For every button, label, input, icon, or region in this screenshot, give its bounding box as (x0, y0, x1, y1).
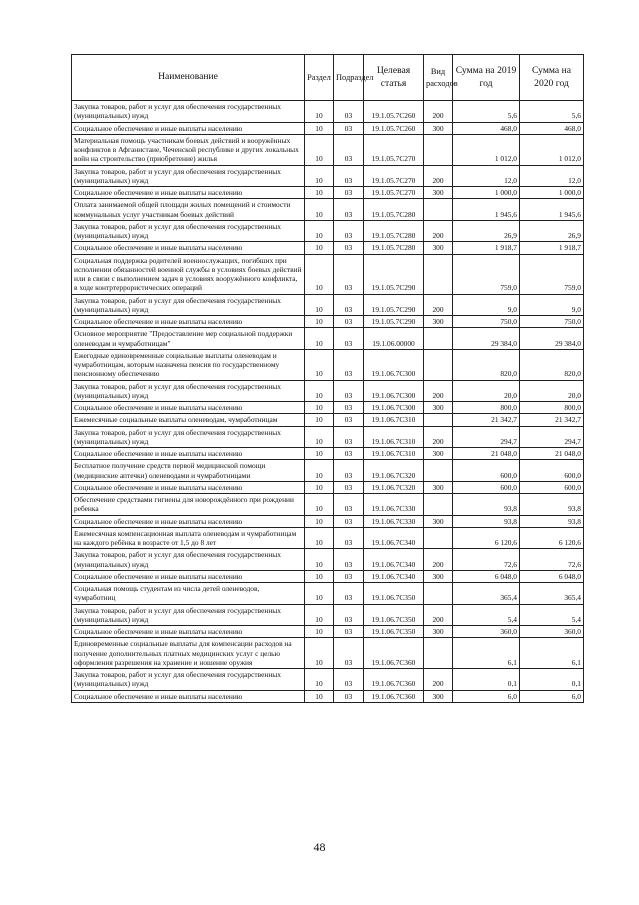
table-row (72, 254, 584, 294)
row-name: Ежегодные единовременные социальные выплаты оленеводам и чумработницам, которым назначена пенсия по государственному пенсионному обеспечению (72, 349, 305, 380)
row-section: 10 (305, 187, 334, 199)
row-section: 10 (305, 426, 334, 448)
table-header (72, 55, 584, 101)
table-row (72, 638, 584, 669)
table-row (72, 165, 584, 187)
row-sum-2020: 21 342,7 (520, 414, 584, 426)
row-section: 10 (305, 122, 334, 134)
row-subsection: 03 (334, 328, 364, 350)
row-expense-type (424, 583, 453, 605)
table-body (72, 101, 584, 703)
row-subsection: 03 (334, 316, 364, 328)
row-sum-2019: 9,0 (453, 294, 520, 316)
row-expense-type: 200 (424, 426, 453, 448)
header-subsection: Подраздел (334, 55, 364, 101)
row-name: Социальное обеспечение и иные выплаты населению (72, 187, 305, 199)
table-row (72, 402, 584, 414)
row-section: 10 (305, 669, 334, 691)
row-name: Закупка товаров, работ и услуг для обеспечения государственных (муниципальных) нужд (72, 380, 305, 402)
row-sum-2019: 26,9 (453, 220, 520, 242)
row-sum-2019: 6,1 (453, 638, 520, 669)
table-row (72, 481, 584, 493)
row-target-article: 19.1.06.7С310 (364, 414, 424, 426)
row-section: 10 (305, 570, 334, 582)
row-target-article: 19.1.06.7С360 (364, 638, 424, 669)
row-target-article: 19.1.06.7С340 (364, 570, 424, 582)
row-name: Социальная поддержка родителей военнослужащих, погибших при исполнении обязанностей военной службы в условиях боевых действий или в связи с выполнением задач в условиях вооружённого конфликта, в ходе контртеррористических операций (72, 254, 305, 294)
row-sum-2020: 9,0 (520, 294, 584, 316)
row-subsection: 03 (334, 690, 364, 702)
row-subsection: 03 (334, 414, 364, 426)
row-sum-2020: 6 120,6 (520, 527, 584, 549)
row-section: 10 (305, 604, 334, 626)
row-expense-type: 200 (424, 669, 453, 691)
row-sum-2019: 600,0 (453, 481, 520, 493)
row-expense-type: 300 (424, 481, 453, 493)
row-expense-type: 300 (424, 242, 453, 254)
table-row (72, 349, 584, 380)
table-row (72, 316, 584, 328)
row-expense-type: 300 (424, 570, 453, 582)
row-section: 10 (305, 349, 334, 380)
header-target-article: Целевая статья (364, 55, 424, 101)
row-subsection: 03 (334, 481, 364, 493)
row-subsection: 03 (334, 294, 364, 316)
row-sum-2019: 1 000,0 (453, 187, 520, 199)
row-expense-type: 200 (424, 604, 453, 626)
row-subsection: 03 (334, 527, 364, 549)
row-expense-type: 200 (424, 549, 453, 571)
row-sum-2019: 21 048,0 (453, 448, 520, 460)
row-sum-2020: 1 945,6 (520, 199, 584, 221)
row-section: 10 (305, 583, 334, 605)
row-expense-type (424, 638, 453, 669)
row-sum-2020: 600,0 (520, 460, 584, 482)
row-expense-type (424, 328, 453, 350)
row-sum-2019: 750,0 (453, 316, 520, 328)
table-row (72, 515, 584, 527)
row-sum-2020: 93,8 (520, 494, 584, 516)
row-name: Закупка товаров, работ и услуг для обеспечения государственных (муниципальных) нужд (72, 101, 305, 123)
row-subsection: 03 (334, 199, 364, 221)
row-sum-2019: 6 120,6 (453, 527, 520, 549)
row-sum-2019: 93,8 (453, 515, 520, 527)
row-name: Бесплатное получение средств первой медицинской помощи (медицинские аптечки) оленеводами и чумработницами (72, 460, 305, 482)
row-target-article: 19.1.05.7С290 (364, 316, 424, 328)
row-sum-2020: 800,0 (520, 402, 584, 414)
table-row (72, 448, 584, 460)
row-name: Единовременные социальные выплаты для компенсации расходов на получение дополнительных платных медицинских услуг с целью оформления разрешения на хранение и ношение оружия (72, 638, 305, 669)
row-name: Закупка товаров, работ и услуг для обеспечения государственных (муниципальных) нужд (72, 604, 305, 626)
row-subsection: 03 (334, 583, 364, 605)
row-target-article: 19.1.06.7С350 (364, 626, 424, 638)
row-sum-2020: 6,0 (520, 690, 584, 702)
row-expense-type: 200 (424, 165, 453, 187)
row-subsection: 03 (334, 134, 364, 165)
row-target-article: 19.1.05.7С260 (364, 101, 424, 123)
row-sum-2019: 20,0 (453, 380, 520, 402)
row-subsection: 03 (334, 254, 364, 294)
row-sum-2020: 1 012,0 (520, 134, 584, 165)
row-section: 10 (305, 294, 334, 316)
row-name: Социальное обеспечение и иные выплаты населению (72, 448, 305, 460)
row-sum-2020: 294,7 (520, 426, 584, 448)
row-sum-2019: 1 012,0 (453, 134, 520, 165)
row-subsection: 03 (334, 448, 364, 460)
row-sum-2019: 365,4 (453, 583, 520, 605)
row-sum-2020: 72,6 (520, 549, 584, 571)
row-name: Закупка товаров, работ и услуг для обеспечения государственных (муниципальных) нужд (72, 426, 305, 448)
table-row (72, 134, 584, 165)
row-subsection: 03 (334, 242, 364, 254)
row-subsection: 03 (334, 380, 364, 402)
row-subsection: 03 (334, 101, 364, 123)
table-row (72, 101, 584, 123)
row-sum-2019: 21 342,7 (453, 414, 520, 426)
row-target-article: 19.1.06.7С340 (364, 549, 424, 571)
row-sum-2019: 600,0 (453, 460, 520, 482)
row-target-article: 19.1.05.7С270 (364, 134, 424, 165)
table-row (72, 414, 584, 426)
row-section: 10 (305, 165, 334, 187)
row-target-article: 19.1.06.7С350 (364, 604, 424, 626)
row-target-article: 19.1.05.7С290 (364, 254, 424, 294)
row-target-article: 19.1.06.7С300 (364, 349, 424, 380)
row-sum-2020: 12,0 (520, 165, 584, 187)
row-target-article: 19.1.06.7С310 (364, 426, 424, 448)
header-expense-type: Вид расходов (424, 55, 453, 101)
row-section: 10 (305, 549, 334, 571)
row-name: Социальное обеспечение и иные выплаты населению (72, 626, 305, 638)
table-row (72, 583, 584, 605)
row-sum-2020: 21 048,0 (520, 448, 584, 460)
table-row (72, 187, 584, 199)
row-section: 10 (305, 414, 334, 426)
row-name: Социальное обеспечение и иные выплаты населению (72, 122, 305, 134)
row-target-article: 19.1.05.7С280 (364, 199, 424, 221)
row-target-article: 19.1.06.7С360 (364, 669, 424, 691)
row-target-article: 19.1.06.7С330 (364, 515, 424, 527)
row-subsection: 03 (334, 165, 364, 187)
row-sum-2019: 5,6 (453, 101, 520, 123)
table-row (72, 494, 584, 516)
row-expense-type (424, 199, 453, 221)
table-row (72, 690, 584, 702)
row-target-article: 19.1.05.7С280 (364, 242, 424, 254)
row-expense-type: 300 (424, 448, 453, 460)
row-subsection: 03 (334, 426, 364, 448)
table-row (72, 527, 584, 549)
row-section: 10 (305, 481, 334, 493)
table-row (72, 570, 584, 582)
row-section: 10 (305, 402, 334, 414)
row-sum-2019: 5,4 (453, 604, 520, 626)
row-expense-type (424, 527, 453, 549)
row-section: 10 (305, 690, 334, 702)
row-subsection: 03 (334, 460, 364, 482)
row-section: 10 (305, 220, 334, 242)
table-row (72, 122, 584, 134)
row-name: Закупка товаров, работ и услуг для обеспечения государственных (муниципальных) нужд (72, 549, 305, 571)
row-target-article: 19.1.05.7С260 (364, 122, 424, 134)
row-sum-2020: 6 048,0 (520, 570, 584, 582)
row-name: Социальное обеспечение и иные выплаты населению (72, 515, 305, 527)
row-sum-2019: 360,0 (453, 626, 520, 638)
row-sum-2019: 468,0 (453, 122, 520, 134)
row-target-article: 19.1.05.7С270 (364, 187, 424, 199)
table-row (72, 549, 584, 571)
row-name: Социальное обеспечение и иные выплаты населению (72, 481, 305, 493)
row-name: Закупка товаров, работ и услуг для обеспечения государственных (муниципальных) нужд (72, 294, 305, 316)
row-sum-2019: 72,6 (453, 549, 520, 571)
row-subsection: 03 (334, 220, 364, 242)
header-sum-2020: Сумма на 2020 год (520, 55, 584, 101)
row-expense-type: 300 (424, 122, 453, 134)
row-section: 10 (305, 254, 334, 294)
row-section: 10 (305, 134, 334, 165)
row-expense-type: 300 (424, 690, 453, 702)
row-name: Ежемесячная компенсационная выплата оленеводам и чумработницам на каждого ребёнка в возрасте от 1,5 до 8 лет (72, 527, 305, 549)
table-row (72, 460, 584, 482)
row-sum-2019: 29 384,0 (453, 328, 520, 350)
header-name: Наименование (72, 55, 305, 101)
row-subsection: 03 (334, 122, 364, 134)
table-row (72, 328, 584, 350)
row-name: Социальное обеспечение и иные выплаты населению (72, 316, 305, 328)
row-subsection: 03 (334, 604, 364, 626)
row-section: 10 (305, 242, 334, 254)
table-row (72, 604, 584, 626)
row-target-article: 19.1.06.7С360 (364, 690, 424, 702)
row-section: 10 (305, 101, 334, 123)
row-sum-2020: 20,0 (520, 380, 584, 402)
row-name: Социальная помощь студентам из числа детей оленеводов, чумработниц (72, 583, 305, 605)
row-section: 10 (305, 199, 334, 221)
row-sum-2020: 600,0 (520, 481, 584, 493)
row-sum-2020: 29 384,0 (520, 328, 584, 350)
row-subsection: 03 (334, 187, 364, 199)
row-target-article: 19.1.06.00000 (364, 328, 424, 350)
row-target-article: 19.1.05.7С270 (364, 165, 424, 187)
row-name: Социальное обеспечение и иные выплаты населению (72, 690, 305, 702)
row-name: Материальная помощь участникам боевых действий и вооружённых конфликтов в Афганистане, Чеченской республике и других локальных войн на строительство (приобретение) жилья (72, 134, 305, 165)
row-sum-2019: 1 918,7 (453, 242, 520, 254)
row-target-article: 19.1.06.7С320 (364, 460, 424, 482)
table-row (72, 626, 584, 638)
row-section: 10 (305, 460, 334, 482)
table-row (72, 380, 584, 402)
row-subsection: 03 (334, 515, 364, 527)
row-expense-type: 300 (424, 515, 453, 527)
table-row (72, 220, 584, 242)
row-sum-2019: 294,7 (453, 426, 520, 448)
header-row (72, 55, 584, 101)
row-section: 10 (305, 515, 334, 527)
row-target-article: 19.1.06.7С350 (364, 583, 424, 605)
row-section: 10 (305, 448, 334, 460)
table-row (72, 294, 584, 316)
row-sum-2020: 820,0 (520, 349, 584, 380)
row-name: Социальное обеспечение и иные выплаты населению (72, 402, 305, 414)
row-sum-2020: 1 918,7 (520, 242, 584, 254)
row-name: Закупка товаров, работ и услуг для обеспечения государственных (муниципальных) нужд (72, 165, 305, 187)
row-expense-type (424, 414, 453, 426)
row-sum-2020: 6,1 (520, 638, 584, 669)
row-expense-type (424, 254, 453, 294)
row-expense-type: 200 (424, 380, 453, 402)
row-section: 10 (305, 527, 334, 549)
row-sum-2019: 6,0 (453, 690, 520, 702)
row-sum-2019: 93,8 (453, 494, 520, 516)
row-expense-type: 200 (424, 294, 453, 316)
row-sum-2020: 759,0 (520, 254, 584, 294)
row-target-article: 19.1.06.7С330 (364, 494, 424, 516)
row-subsection: 03 (334, 626, 364, 638)
row-name: Оплата занимаемой общей площади жилых помещений и стоимости коммунальных услуг участникам боевых действий (72, 199, 305, 221)
row-subsection: 03 (334, 570, 364, 582)
row-section: 10 (305, 626, 334, 638)
row-section: 10 (305, 638, 334, 669)
header-section: Раздел (305, 55, 334, 101)
row-name: Закупка товаров, работ и услуг для обеспечения государственных (муниципальных) нужд (72, 669, 305, 691)
row-expense-type: 300 (424, 626, 453, 638)
row-subsection: 03 (334, 638, 364, 669)
row-subsection: 03 (334, 494, 364, 516)
row-target-article: 19.1.06.7С310 (364, 448, 424, 460)
row-section: 10 (305, 328, 334, 350)
row-subsection: 03 (334, 669, 364, 691)
row-sum-2019: 759,0 (453, 254, 520, 294)
budget-table (71, 54, 584, 703)
row-expense-type (424, 460, 453, 482)
row-name: Социальное обеспечение и иные выплаты населению (72, 570, 305, 582)
row-subsection: 03 (334, 549, 364, 571)
row-section: 10 (305, 316, 334, 328)
table-row (72, 199, 584, 221)
row-expense-type: 300 (424, 316, 453, 328)
row-sum-2020: 750,0 (520, 316, 584, 328)
row-sum-2020: 5,6 (520, 101, 584, 123)
row-sum-2019: 820,0 (453, 349, 520, 380)
row-sum-2020: 5,4 (520, 604, 584, 626)
row-sum-2020: 365,4 (520, 583, 584, 605)
row-sum-2019: 800,0 (453, 402, 520, 414)
table-row (72, 669, 584, 691)
row-expense-type (424, 494, 453, 516)
row-section: 10 (305, 380, 334, 402)
row-sum-2019: 0,1 (453, 669, 520, 691)
header-sum-2019: Сумма на 2019 год (453, 55, 520, 101)
table-row (72, 426, 584, 448)
row-section: 10 (305, 494, 334, 516)
row-target-article: 19.1.06.7С300 (364, 402, 424, 414)
row-expense-type (424, 134, 453, 165)
row-sum-2020: 1 000,0 (520, 187, 584, 199)
row-expense-type (424, 349, 453, 380)
row-name: Обеспечение средствами гигиены для новорождённого при рождении ребенка (72, 494, 305, 516)
row-name: Основное мероприятие "Предоставление мер социальной поддержки оленеводам и чумработницам" (72, 328, 305, 350)
row-sum-2019: 1 945,6 (453, 199, 520, 221)
row-target-article: 19.1.06.7С300 (364, 380, 424, 402)
row-sum-2020: 26,9 (520, 220, 584, 242)
row-expense-type: 200 (424, 101, 453, 123)
row-name: Ежемесячные социальные выплаты оленеводам, чумработницам (72, 414, 305, 426)
row-subsection: 03 (334, 402, 364, 414)
row-subsection: 03 (334, 349, 364, 380)
table-row (72, 242, 584, 254)
page-number: 48 (313, 840, 326, 854)
row-target-article: 19.1.05.7С290 (364, 294, 424, 316)
row-target-article: 19.1.06.7С320 (364, 481, 424, 493)
row-expense-type: 300 (424, 187, 453, 199)
row-sum-2020: 0,1 (520, 669, 584, 691)
row-sum-2020: 93,8 (520, 515, 584, 527)
row-expense-type: 200 (424, 220, 453, 242)
row-sum-2019: 12,0 (453, 165, 520, 187)
row-sum-2020: 468,0 (520, 122, 584, 134)
row-target-article: 19.1.05.7С280 (364, 220, 424, 242)
row-sum-2020: 360,0 (520, 626, 584, 638)
row-sum-2019: 6 048,0 (453, 570, 520, 582)
row-expense-type: 300 (424, 402, 453, 414)
row-name: Социальное обеспечение и иные выплаты населению (72, 242, 305, 254)
row-name: Закупка товаров, работ и услуг для обеспечения государственных (муниципальных) нужд (72, 220, 305, 242)
row-target-article: 19.1.06.7С340 (364, 527, 424, 549)
